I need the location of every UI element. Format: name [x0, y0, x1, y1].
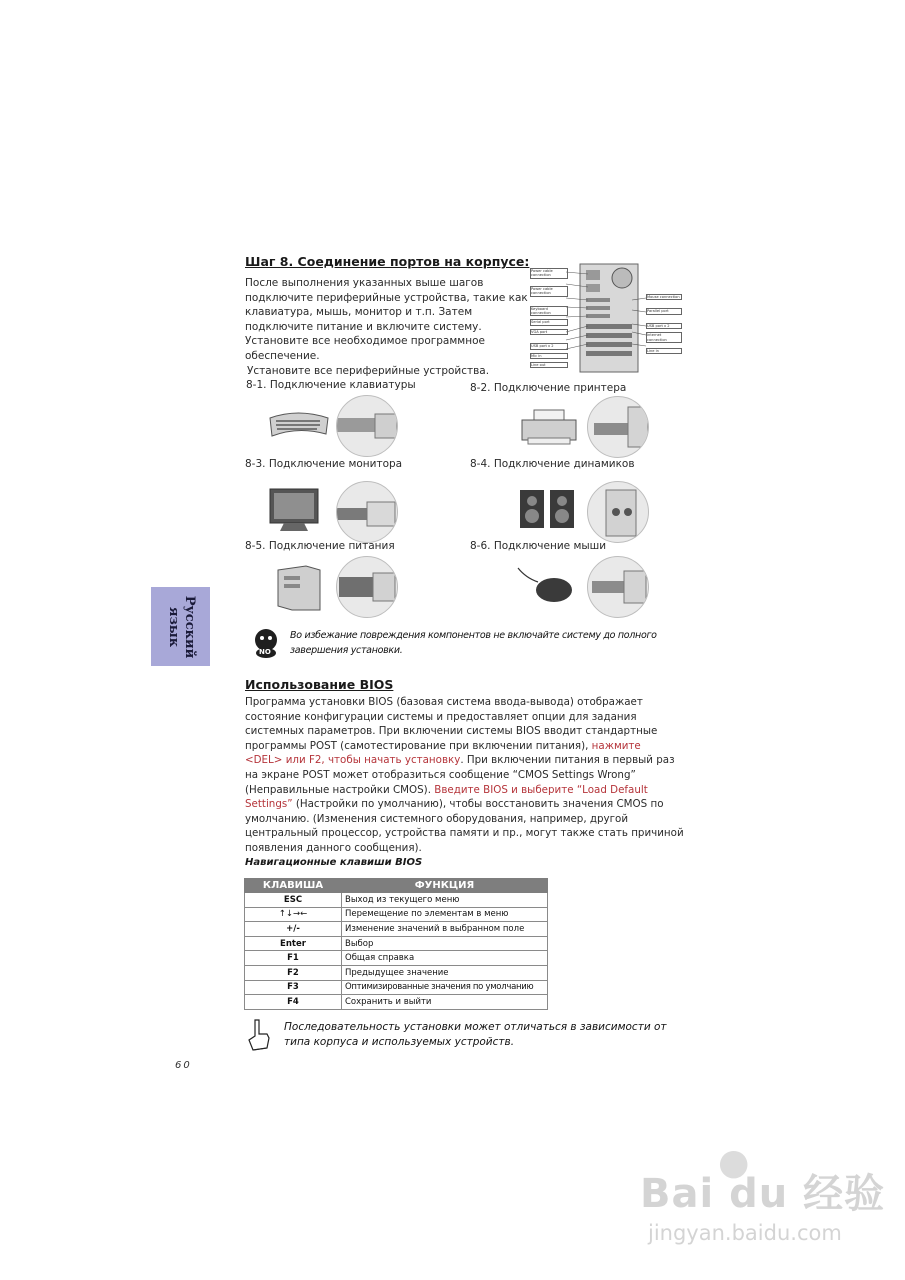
printer-icon	[518, 408, 580, 448]
language-tab	[151, 587, 210, 666]
mouse-icon	[516, 566, 574, 604]
function-cell: Оптимизированные значения по умолчанию	[342, 980, 548, 995]
table-row	[245, 922, 548, 937]
key-cell: Enter	[245, 936, 342, 951]
bios-highlight: <DEL> или F2, чтобы начать установку	[245, 754, 461, 767]
monitor-icon	[268, 487, 320, 533]
key-cell: F2	[245, 965, 342, 980]
warning-text	[290, 628, 657, 658]
speakers-icon	[518, 488, 578, 530]
intro-line: обеспечение.	[245, 349, 320, 362]
note-line: типа корпуса и используемых устройств.	[284, 1036, 515, 1048]
pointing-hand-icon	[245, 1018, 273, 1052]
step8-intro	[245, 276, 528, 378]
bios-text: (Настройки по умолчанию), чтобы восстановить значения CMOS по	[292, 798, 664, 811]
plug-icon	[337, 482, 397, 542]
port-label: Power cable connection	[530, 286, 568, 297]
function-cell: Выбор	[342, 936, 548, 951]
item-monitor-label: 8-3. Подключение монитора	[245, 458, 403, 470]
bios-line	[245, 797, 684, 812]
warning-icon	[250, 627, 282, 659]
key-cell: ↑↓→←	[245, 907, 342, 922]
port-label: Line in	[646, 348, 682, 354]
key-cell: F3	[245, 980, 342, 995]
function-cell: Выход из текущего меню	[342, 893, 548, 908]
key-cell: +/-	[245, 922, 342, 937]
intro-line: подключите питание и включите систему.	[245, 320, 482, 333]
table-row	[245, 936, 548, 951]
plug-icon	[588, 557, 648, 617]
item-speakers-label: 8-4. Подключение динамиков	[470, 458, 635, 470]
function-cell: Изменение значений в выбранном поле	[342, 922, 548, 937]
setup-note	[284, 1020, 667, 1050]
function-cell: Перемещение по элементам в меню	[342, 907, 548, 922]
port-label: Mic in	[530, 353, 568, 359]
function-cell: Предыдущее значение	[342, 965, 548, 980]
item-mouse-label: 8-6. Подключение мыши	[470, 540, 607, 552]
table-row	[245, 965, 548, 980]
bios-keys-table	[244, 878, 548, 1010]
warning-line: завершения установки.	[290, 645, 403, 656]
printer-connector-photo	[587, 396, 649, 458]
bios-highlight: Введите BIOS и выберите “Load Default	[434, 783, 648, 796]
plug-icon	[588, 397, 648, 457]
intro-line: подключите периферийные устройства, такие как	[245, 291, 528, 304]
bios-title: Использование BIOS	[245, 677, 394, 692]
port-label: USB port x 2	[646, 323, 682, 329]
key-cell: ESC	[245, 893, 342, 908]
bios-nav-title: Навигационные клавиши BIOS	[245, 857, 423, 868]
keyboard-connector-photo	[336, 395, 398, 457]
port-label: Parallel port	[646, 308, 682, 314]
bios-text: . При включении питания в первый раз	[460, 754, 675, 767]
bios-line: центральный процессор, устройства памяти и пр., могут также стать причиной	[245, 827, 684, 840]
warning-line: Во избежание повреждения компонентов не включайте систему до полного	[290, 630, 657, 641]
bios-highlight: Settings”	[245, 798, 293, 811]
case-right-labels	[646, 294, 682, 354]
note-line: Последовательность установки может отличаться в зависимости от	[284, 1021, 667, 1033]
bios-line: умолчанию. (Изменения системного оборудования, например, другой	[245, 812, 629, 825]
paw-icon: ●	[718, 1142, 750, 1183]
port-label: Power cable connection	[530, 268, 568, 279]
language-tab-line2: язык	[165, 606, 181, 647]
port-label: Line out	[530, 362, 568, 368]
bios-line: появления данного сообщения).	[245, 841, 422, 854]
column-header-key: КЛАВИША	[245, 879, 342, 893]
port-label: Internet connection	[646, 332, 682, 343]
item-keyboard-label: 8-1. Подключение клавиатуры	[246, 379, 416, 391]
intro-line: После выполнения указанных выше шагов	[245, 277, 484, 289]
bios-text: программы POST (самотестирование при включении питания),	[245, 739, 592, 752]
bios-highlight: нажмите	[591, 739, 641, 752]
table-header-row	[245, 879, 548, 893]
port-label: USB port x 2	[530, 343, 568, 349]
column-header-function: ФУНКЦИЯ	[342, 879, 548, 893]
port-label: Serial port	[530, 319, 568, 325]
plug-icon	[337, 396, 397, 456]
watermark-brand: Bai du 经验	[640, 1171, 886, 1217]
table-row	[245, 951, 548, 966]
table-row	[245, 907, 548, 922]
function-cell: Общая справка	[342, 951, 548, 966]
mouse-connector-photo	[587, 556, 649, 618]
speakers-connector-photo	[587, 481, 649, 543]
audio-jack-icon	[588, 482, 648, 542]
power-plug-icon	[337, 557, 397, 617]
case-rear-diagram	[530, 262, 682, 374]
bios-line: на экране POST может отобразиться сообщение “CMOS Settings Wrong”	[245, 768, 636, 781]
language-tab-line1: Русский	[181, 595, 197, 658]
bios-line: состояние конфигурации системы и предоставляет опции для задания	[245, 710, 637, 723]
port-label: Mouse connection	[646, 294, 682, 300]
bios-line	[245, 783, 684, 798]
bios-paragraph	[245, 695, 684, 856]
function-cell: Сохранить и выйти	[342, 995, 548, 1010]
table-row	[245, 995, 548, 1010]
bios-line	[245, 739, 684, 754]
keyboard-icon	[268, 408, 330, 440]
case-left-labels	[530, 268, 568, 368]
port-label: Keyboard connection	[530, 306, 568, 317]
intro-line: Установите все необходимое программное	[245, 335, 485, 348]
table-row	[245, 893, 548, 908]
item-printer-label: 8-2. Подключение принтера	[470, 382, 627, 394]
power-connector-photo	[336, 556, 398, 618]
baidu-watermark	[640, 1142, 886, 1245]
step8-title: Шаг 8. Соединение портов на корпусе:	[245, 254, 530, 269]
table-row	[245, 980, 548, 995]
key-cell: F1	[245, 951, 342, 966]
bios-line	[245, 753, 684, 768]
language-tab-text	[165, 595, 197, 658]
pc-tower-icon	[276, 564, 322, 612]
monitor-connector-photo	[336, 481, 398, 543]
port-label: VGA port	[530, 329, 568, 335]
install-line: Установите все периферийные устройства.	[247, 364, 490, 377]
item-power-label: 8-5. Подключение питания	[245, 540, 395, 552]
page-number: 60	[175, 1060, 192, 1071]
bios-text: (Неправильные настройки CMOS).	[245, 783, 435, 796]
bios-line: системных параметров. При включении системы BIOS вводит стандартные	[245, 725, 658, 738]
intro-line: клавиатура, мышь, монитор и т.п. Затем	[245, 306, 473, 319]
key-cell: F4	[245, 995, 342, 1010]
watermark-url: jingyan.baidu.com	[648, 1221, 842, 1245]
warning-icon-text: NO	[259, 648, 271, 656]
bios-line: Программа установки BIOS (базовая система ввода-вывода) отображает	[245, 696, 643, 708]
